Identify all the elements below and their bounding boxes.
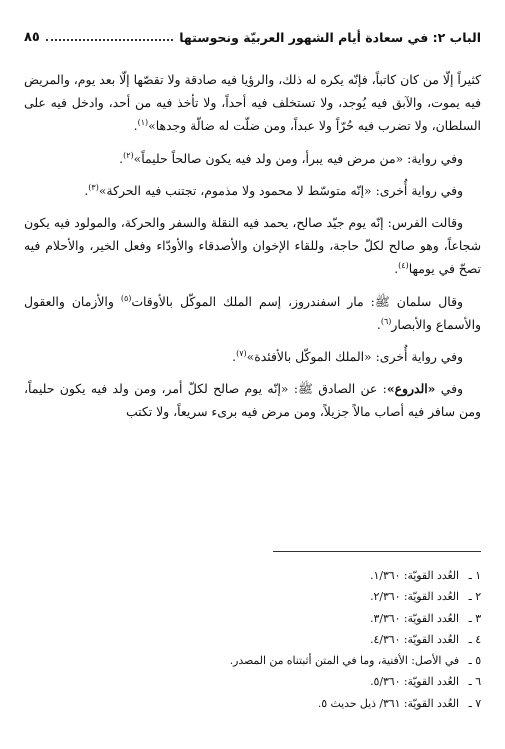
footnote-ref-7: (٧) <box>236 348 247 358</box>
footnote-text: في الأصل: الأفنية، وما في المتن أثبتناه من المصدر. <box>229 654 459 668</box>
footnote-text: العُدد القويّة: ٤/٣٦٠. <box>370 632 459 646</box>
page-number: ٨٥ <box>24 29 40 45</box>
paragraph-6: وفي رواية أُخرى: «الملك الموكّل بالأفئدة»$^{(٧)}$. <box>232 348 463 365</box>
footnote-ref-1: (١) <box>137 118 149 128</box>
footnote-item <box>24 693 481 714</box>
footnote-number: ٥ ـ <box>468 654 481 668</box>
paragraph-2: وفي رواية: «من مرض فيه يبرأ، ومن ولد فيه يكون صالحاً حليماً»$^{(٢)}$. <box>119 150 463 166</box>
footnote-item <box>24 608 481 629</box>
footnote-ref-2: (٢) <box>123 150 134 160</box>
paragraph-7: وفي «الدروع»: عن الصادق ﷺ: «إنّه يوم صالح لكلّ أمر، ومن ولد فيه يكون حليماً، ومن سافر فيه أصاب مالاً جزيلاً، ومن مرض فيه برىء سريعاً، ولا تكتب <box>24 381 481 420</box>
paragraph-5: وقال سلمان ﷺ: مار اسفندروز، إسم الملك الموكّل بالأوقات$^{(٥)}$ والأزمان والعقول والأسماع والأبصار$^{(٦)}$. <box>24 293 481 332</box>
footnote-item <box>24 671 481 692</box>
footnote-number: ١ ـ <box>468 569 481 582</box>
footnote-number: ٦ ـ <box>468 675 481 689</box>
footnote-separator <box>273 551 481 552</box>
footnote-text: العُدد القويّة: ٥/٣٦٠. <box>370 675 459 689</box>
footnote-item <box>24 565 481 586</box>
paragraph-4: وقالت الفرس: إنّه يوم جيّد صالح، يحمد فيه النقلة والسفر والحركة، والمولود فيه يكون شجاعاً، وهو صالح لكلّ حاجة، وللقاء الإخوان والأصدقاء والأودّاء وفعل الخير، والأحلام فيه تصحّ في يومها$^{(٤)}$. <box>24 215 481 277</box>
footnote-number: ٣ ـ <box>468 611 481 625</box>
footnote-number: ٤ ـ <box>468 632 481 646</box>
footnote-number: ٧ ـ <box>468 696 481 710</box>
footnote-text: العُدد القويّة: ٣/٣٦٠. <box>370 611 459 625</box>
footnote-text: العُدد القويّة: ١/٣٦٠. <box>370 569 459 582</box>
running-header <box>24 26 481 48</box>
footnote-item <box>24 650 481 671</box>
footnote-ref-5: (٥) <box>120 293 132 303</box>
footnotes <box>24 565 481 714</box>
leader-dots <box>46 39 173 41</box>
footnote-number: ٢ ـ <box>468 590 481 604</box>
main-text <box>24 68 481 433</box>
footnote-text: العُدد القويّة: ٢/٣٦٠. <box>370 590 459 604</box>
footnote-ref-6: (٦) <box>380 316 392 326</box>
chapter-title: الباب ٢: في سعادة أيام الشهور العربيّة ونحوستها <box>179 29 481 45</box>
paragraph-3: وفي رواية أُخرى: «إنّه متوسّط لا محمود ولا مذموم، تجتنب فيه الحركة»$^{(٣)}$. <box>84 182 463 198</box>
paragraph-1: كثيراً إلّا من كان كاتباً، فإنّه يكره له ذلك، والرؤيا فيه صادقة ولا تقصّها إلّا بعد يوم، والمريض فيه يموت، والآبق فيه يُوجد، ولا تستخلف فيه أحداً، ولا تأخذ فيه من أحد، وادخل فيه على السلطان، ولا تضرب فيه حُرّاً ولا عبداً، ومن ضلّت له ضالّة وجدها»$^{(١)}$. <box>24 72 481 134</box>
source-title: «الدروع» <box>386 381 436 397</box>
footnote-ref-4: (٤) <box>398 261 409 271</box>
footnote-item <box>24 586 481 607</box>
footnote-ref-3: (٣) <box>88 182 99 192</box>
footnote-item <box>24 629 481 650</box>
footnote-text: العُدد القويّة: ٣٦١/ ذيل حديث ٥. <box>317 696 459 710</box>
